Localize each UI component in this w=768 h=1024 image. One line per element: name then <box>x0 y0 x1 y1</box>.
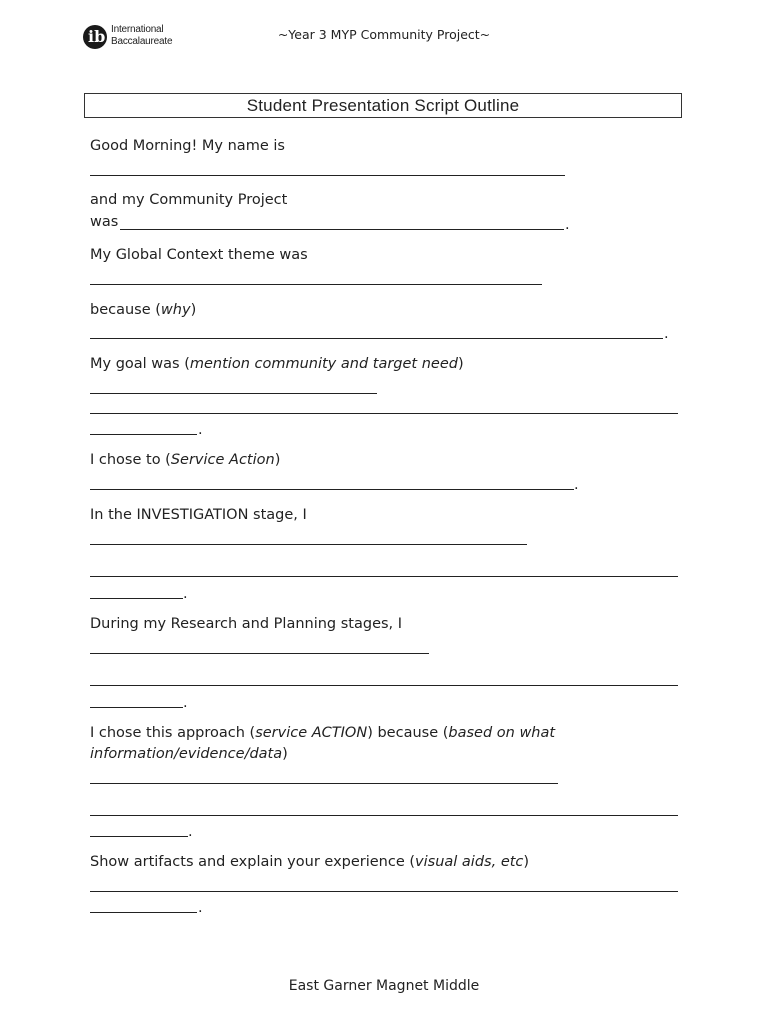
answer-line-investigation-1[interactable] <box>90 544 527 545</box>
prompt-approach: I chose this approach (service ACTION) because (based on what <box>90 725 556 741</box>
answer-line-service-action[interactable] <box>90 489 574 490</box>
answer-line-approach-2[interactable] <box>90 815 678 816</box>
prompt-goal: My goal was (mention community and target need) <box>90 356 464 372</box>
answer-line-approach-1[interactable] <box>90 783 558 784</box>
period: . <box>574 477 579 493</box>
period: . <box>664 326 669 342</box>
period: . <box>198 900 203 916</box>
period: . <box>188 824 193 840</box>
answer-line-approach-3[interactable] <box>90 836 188 837</box>
answer-line-because[interactable] <box>90 338 663 339</box>
answer-line-goal-1[interactable] <box>90 393 377 394</box>
prompt-name: Good Morning! My name is <box>90 138 285 154</box>
ib-logo-mark-icon: ib <box>83 25 107 49</box>
period: . <box>565 217 570 233</box>
answer-line-investigation-2[interactable] <box>90 576 678 577</box>
prompt-because: because (why) <box>90 302 197 318</box>
answer-line-goal-2[interactable] <box>90 413 678 414</box>
answer-line-name[interactable] <box>90 175 565 176</box>
prompt-approach-cont: information/evidence/data) <box>90 746 288 762</box>
prompt-global-context: My Global Context theme was <box>90 247 308 263</box>
period: . <box>183 586 188 602</box>
period: . <box>198 422 203 438</box>
prompt-artifacts: Show artifacts and explain your experience (visual aids, etc) <box>90 854 530 870</box>
answer-line-global-context[interactable] <box>90 284 542 285</box>
ib-logo-text: International Baccalaureate <box>111 24 173 47</box>
prompt-project-was: was <box>90 214 119 230</box>
answer-line-research-1[interactable] <box>90 653 429 654</box>
form-title: Student Presentation Script Outline <box>246 96 520 115</box>
page-footer: East Garner Magnet Middle <box>288 978 480 994</box>
period: . <box>183 695 188 711</box>
page-header-title: ~Year 3 MYP Community Project~ <box>277 27 491 42</box>
answer-line-project[interactable] <box>120 229 564 230</box>
answer-line-artifacts-2[interactable] <box>90 912 197 913</box>
prompt-chose-to: I chose to (Service Action) <box>90 452 281 468</box>
prompt-project: and my Community Project <box>90 192 288 208</box>
form-title-box <box>84 93 682 118</box>
answer-line-artifacts-1[interactable] <box>90 891 678 892</box>
answer-line-research-2[interactable] <box>90 685 678 686</box>
answer-line-goal-3[interactable] <box>90 434 197 435</box>
answer-line-research-3[interactable] <box>90 707 183 708</box>
answer-line-investigation-3[interactable] <box>90 598 183 599</box>
prompt-research-planning: During my Research and Planning stages, I <box>90 616 403 632</box>
prompt-investigation: In the INVESTIGATION stage, I <box>90 507 307 523</box>
